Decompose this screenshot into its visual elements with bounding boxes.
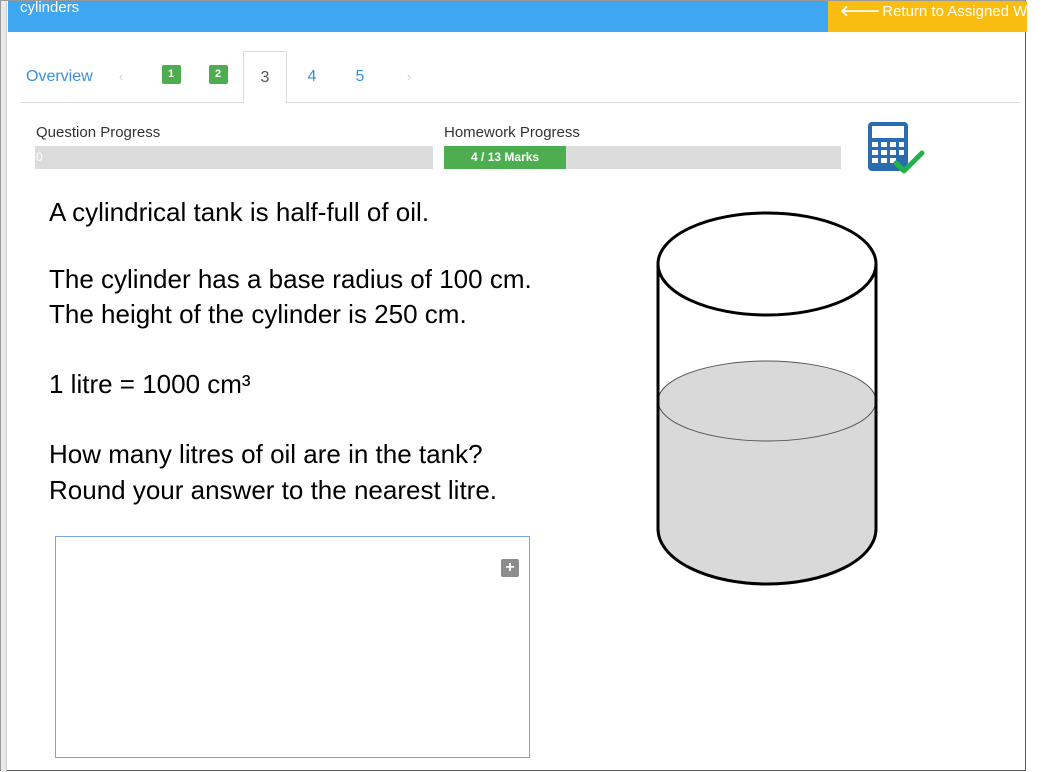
cylinder-top [658, 213, 876, 315]
question-progress-value: 0 [36, 150, 43, 164]
return-to-assigned-work-button[interactable] [828, 1, 1048, 32]
cylinder-diagram [651, 201, 887, 593]
question-progress-label: Question Progress [36, 124, 161, 141]
return-label: Return to Assigned Work [882, 3, 1048, 20]
header-bar [8, 0, 1048, 32]
question-progress-bar [35, 146, 433, 169]
tab-question-3[interactable]: 3 [243, 51, 287, 104]
tab-overview[interactable]: Overview [26, 68, 93, 85]
completed-badge: 1 [162, 65, 181, 84]
tab-next-chevron[interactable]: › [406, 69, 412, 84]
question-line-3: The height of the cylinder is 250 cm. [49, 299, 467, 329]
question-line-2: The cylinder has a base radius of 100 cm. [49, 264, 532, 294]
question-tabs [21, 51, 1020, 103]
answer-input[interactable] [55, 536, 530, 758]
tab-question-5[interactable]: 5 [355, 68, 365, 85]
calculator-check-icon[interactable] [866, 121, 926, 176]
question-line-6: Round your answer to the nearest litre. [49, 475, 498, 505]
tab-question-1[interactable] [156, 51, 186, 103]
page-title: cylinders [20, 0, 80, 16]
question-line-5: How many litres of oil are in the tank? [49, 439, 483, 469]
arrow-left-icon: 🡐 [840, 3, 881, 20]
completed-badge: 2 [209, 65, 228, 84]
homework-progress-bar [444, 146, 841, 169]
question-line-1: A cylindrical tank is half-full of oil. [49, 197, 430, 227]
tab-question-2[interactable] [203, 51, 233, 103]
homework-progress-label: Homework Progress [444, 124, 580, 141]
tab-prev-chevron[interactable]: ‹ [118, 69, 124, 84]
tab-question-4[interactable]: 4 [307, 68, 317, 85]
plus-square-icon[interactable]: + [501, 559, 519, 577]
left-edge [1, 1, 7, 772]
oil-surface [658, 361, 876, 441]
question-line-4: 1 litre = 1000 cm³ [49, 369, 251, 399]
homework-progress-fill: 4 / 13 Marks [444, 146, 566, 169]
